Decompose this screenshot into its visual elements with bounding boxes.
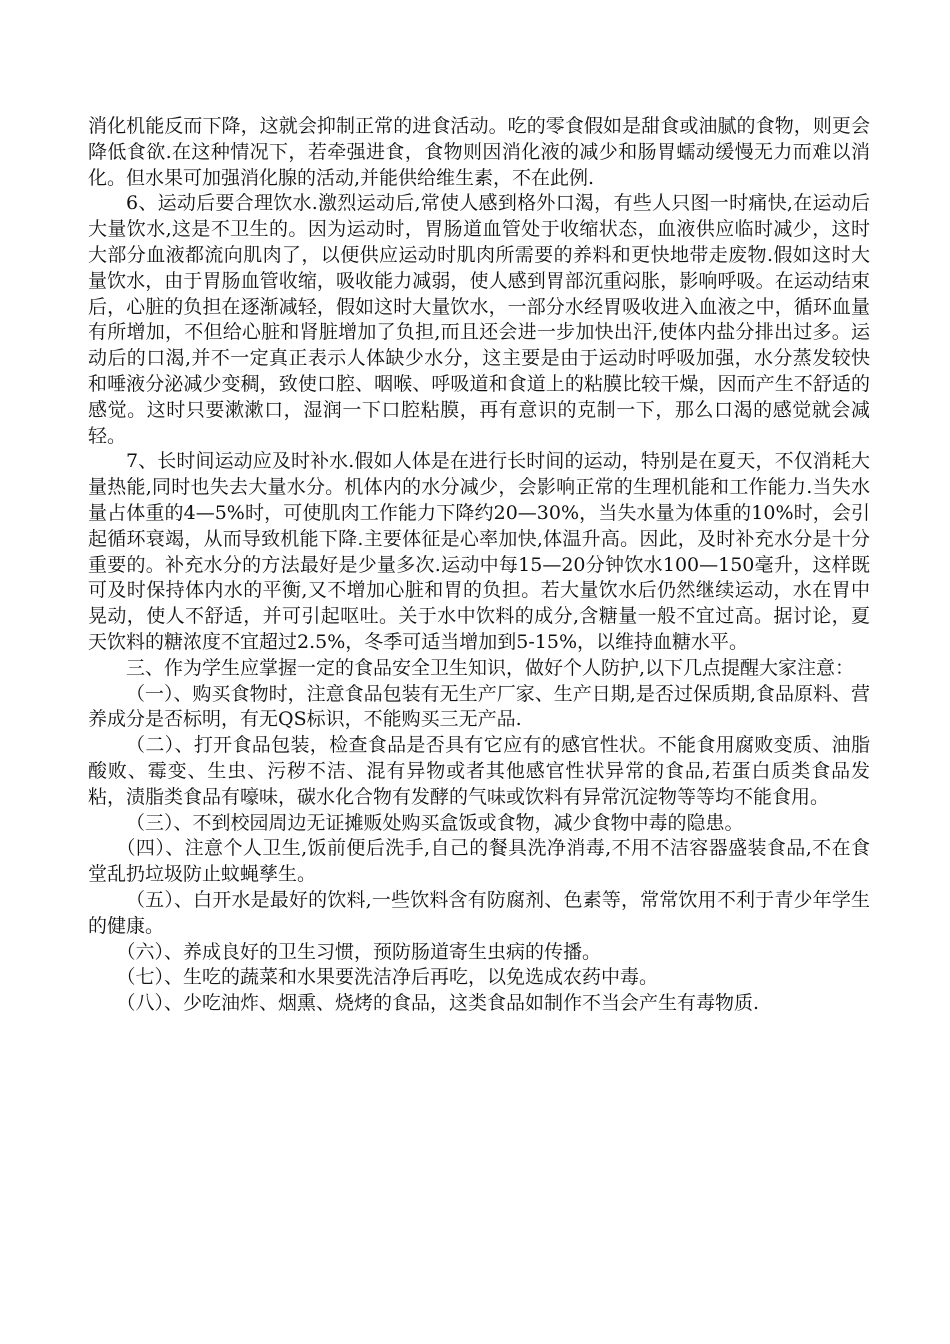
paragraph-point-1: （一）、购买食物时，注意食品包装有无生产厂家、生产日期,是否过保质期,食品原料、营养成分是否标明，有无QS标识，不能购买三无产品. [88, 682, 870, 731]
paragraph-point-3: （三）、不到校园周边无证摊贩处购买盒饭或食物，减少食物中毒的隐患。 [126, 811, 744, 834]
paragraph-digestion-continued: 消化机能反而下降，这就会抑制正常的进食活动。吃的零食假如是甜食或油腻的食物，则更会降低食欲.在这种情况下，若牵强进食，食物则因消化液的减少和肠胃蠕动缓慢无力而难以消化。但水果可加强消化腺的活动,并能供给维生素，不在此例. [88, 115, 870, 189]
paragraph-point-7: （七）、生吃的蔬菜和水果要洗洁净后再吃，以免选成农药中毒。 [116, 966, 659, 989]
paragraph-point-4: （四）、注意个人卫生,饭前便后洗手,自己的餐具洗净消毒,不用不洁容器盛装食品,不在食堂乱扔垃圾防止蚊蝇孳生。 [88, 837, 870, 886]
paragraph-point-8: （八）、少吃油炸、烟熏、烧烤的食品，这类食品如制作不当会产生有毒物质. [116, 992, 760, 1015]
paragraph-point-6: （六）、养成良好的卫生习惯，预防肠道寄生虫病的传播。 [116, 940, 602, 963]
paragraph-item-7-hydration-long-exercise: 7、长时间运动应及时补水.假如人体是在进行长时间的运动，特别是在夏天，不仅消耗大量热能,同时也失去大量水分。机体内的水分减少，会影响正常的生理机能和工作能力.当失水量占体重的4—5%时，可使肌肉工作能力下降约20—30%，当失水量为体重的10%时，会引起循环衰竭，从而导致机能下降.主要体征是心率加快,体温升高。因此，及时补充水分是十分重要的。补充水分的方法最好是少量多次.运动中每15—20分钟饮水100—150毫升，这样既可及时保持体内水的平衡,又不增加心脏和胃的负担。若大量饮水后仍然继续运动，水在胃中晃动，使人不舒适，并可引起呕吐。关于水中饮料的成分,含糖量一般不宜过高。据讨论，夏天饮料的糖浓度不宜超过2.5%，冬季可适当增加到5-15%，以维持血糖水平。 [88, 450, 870, 653]
paragraph-section-3-food-safety: 三、作为学生应掌握一定的食品安全卫生知识，做好个人防护,以下几点提醒大家注意： [126, 656, 855, 679]
document-page [88, 114, 870, 1017]
paragraph-point-5: （五）、白开水是最好的饮料,一些饮料含有防腐剂、色素等，常常饮用不利于青少年学生的健康。 [88, 888, 870, 937]
paragraph-point-2: （二）、打开食品包装，检查食品是否具有它应有的感官性状。不能食用腐败变质、油脂酸败、霉变、生虫、污秽不洁、混有异物或者其他感官性状异常的食品,若蛋白质类食品发粘，渍脂类食品有嚎味，碳水化合物有发酵的气味或饮料有异常沉淀物等等均不能食用。 [88, 734, 870, 808]
paragraph-item-6-drinking-after-exercise: 6、运动后要合理饮水.激烈运动后,常使人感到格外口渴，有些人只图一时痛快,在运动后大量饮水,这是不卫生的。因为运动时，胃肠道血管处于收缩状态，血液供应临时减少，这时大部分血液都流向肌肉了，以便供应运动时肌肉所需要的养料和更快地带走废物.假如这时大量饮水，由于胃肠血管收缩，吸收能力减弱，使人感到胃部沉重闷胀，影响呼吸。在运动结束后，心脏的负担在逐渐减轻，假如这时大量饮水，一部分水经胃吸收进入血液之中，循环血量有所增加，不但给心脏和肾脏增加了负担,而且还会进一步加快出汗,使体内盐分排出过多。运动后的口渴,并不一定真正表示人体缺少水分，这主要是由于运动时呼吸加强，水分蒸发较快和唾液分泌减少变稠，致使口腔、咽喉、呼吸道和食道上的粘膜比较干燥，因而产生不舒适的感觉。这时只要漱漱口，湿润一下口腔粘膜，再有意识的克制一下，那么口渴的感觉就会减轻。 [88, 192, 870, 447]
